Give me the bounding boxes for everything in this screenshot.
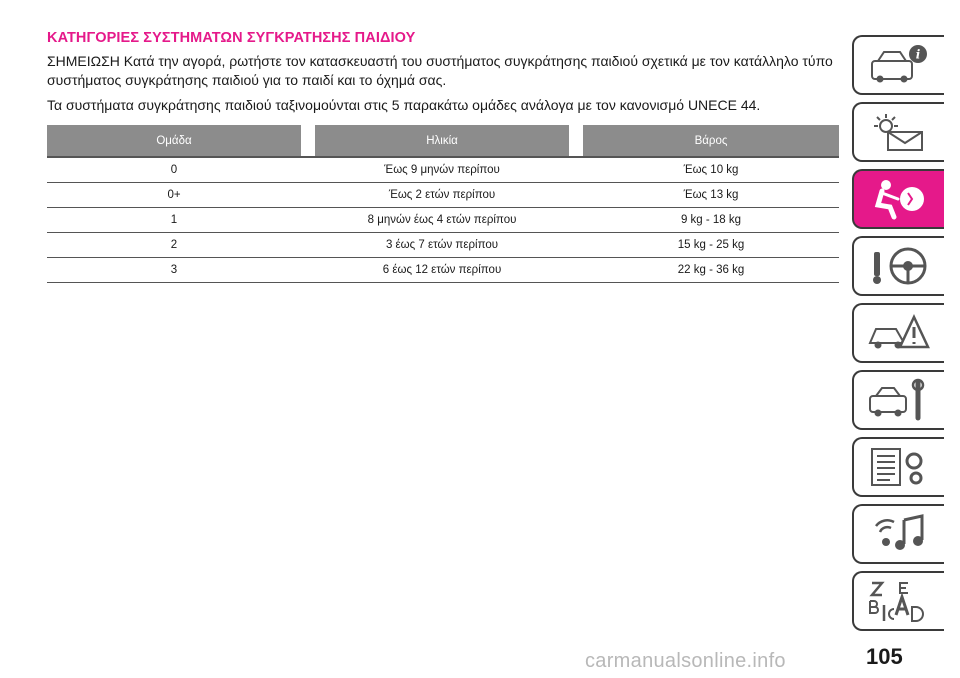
group-cell: 3 (47, 258, 301, 283)
seat-airbag-icon (864, 177, 934, 221)
table-header-row (47, 125, 839, 157)
table-row (47, 258, 839, 283)
header-age: Ηλικία (315, 125, 569, 157)
tab-index[interactable] (852, 571, 944, 631)
tab-car-info[interactable] (852, 35, 944, 95)
age-cell: 8 μηνών έως 4 ετών περίπου (301, 208, 583, 233)
car-warning-icon (864, 311, 934, 355)
group-cell: 0 (47, 157, 301, 183)
weight-cell: 22 kg - 36 kg (583, 258, 839, 283)
watermark: carmanualsonline.info (585, 650, 786, 672)
dashboard-lights-icon (864, 110, 934, 154)
age-cell: Έως 2 ετών περίπου (301, 183, 583, 208)
tab-multimedia[interactable] (852, 504, 944, 564)
note-paragraph: ΣΗΜΕΙΩΣΗ Κατά την αγορά, ρωτήστε τον κατασκευαστή του συστήματος συγκράτησης παιδιού σχετικά με τον κατάλληλο τύπο συστήματος συγκράτησης παιδιού για το παιδί και το όχημά σας. (47, 53, 833, 88)
table-row (47, 233, 839, 258)
tab-car-warning[interactable] (852, 303, 944, 363)
group-cell: 2 (47, 233, 301, 258)
page-number: 105 (866, 644, 903, 669)
section-heading: ΚΑΤΗΓΟΡΙΕΣ ΣΥΣΤΗΜΑΤΩΝ ΣΥΓΚΡΑΤΗΣΗΣ ΠΑΙΔΙΟΥ (47, 30, 416, 46)
tab-car-maintenance[interactable] (852, 370, 944, 430)
age-cell: Έως 9 μηνών περίπου (301, 157, 583, 183)
steering-wheel-icon (864, 244, 934, 288)
age-cell: 3 έως 7 ετών περίπου (301, 233, 583, 258)
table-row (47, 183, 839, 208)
svg-text:i: i (915, 47, 921, 62)
tab-steering-wheel[interactable] (852, 236, 944, 296)
intro-paragraph: Τα συστήματα συγκράτησης παιδιού ταξινομούνται στις 5 παρακάτω ομάδες ανάλογα με τον κανονισμό UNECE 44. (47, 97, 761, 113)
car-maintenance-icon (864, 378, 934, 422)
header-weight: Βάρος (583, 125, 839, 157)
tab-technical-data[interactable] (852, 437, 944, 497)
age-cell: 6 έως 12 ετών περίπου (301, 258, 583, 283)
car-info-icon (864, 43, 934, 87)
table-row (47, 157, 839, 183)
header-gap (301, 125, 315, 157)
weight-cell: 9 kg - 18 kg (583, 208, 839, 233)
weight-cell: 15 kg - 25 kg (583, 233, 839, 258)
technical-data-icon (864, 445, 934, 489)
weight-cell: Έως 13 kg (583, 183, 839, 208)
main-content (47, 30, 839, 121)
group-cell: 0+ (47, 183, 301, 208)
weight-cell: Έως 10 kg (583, 157, 839, 183)
child-restraint-groups-table (47, 125, 839, 283)
index-letters-icon (864, 579, 934, 623)
tab-seat-airbag[interactable] (852, 169, 944, 229)
table-row (47, 208, 839, 233)
multimedia-icon (864, 512, 934, 556)
header-gap (569, 125, 583, 157)
tab-dashboard-lights[interactable] (852, 102, 944, 162)
group-cell: 1 (47, 208, 301, 233)
header-group: Ομάδα (47, 125, 301, 157)
